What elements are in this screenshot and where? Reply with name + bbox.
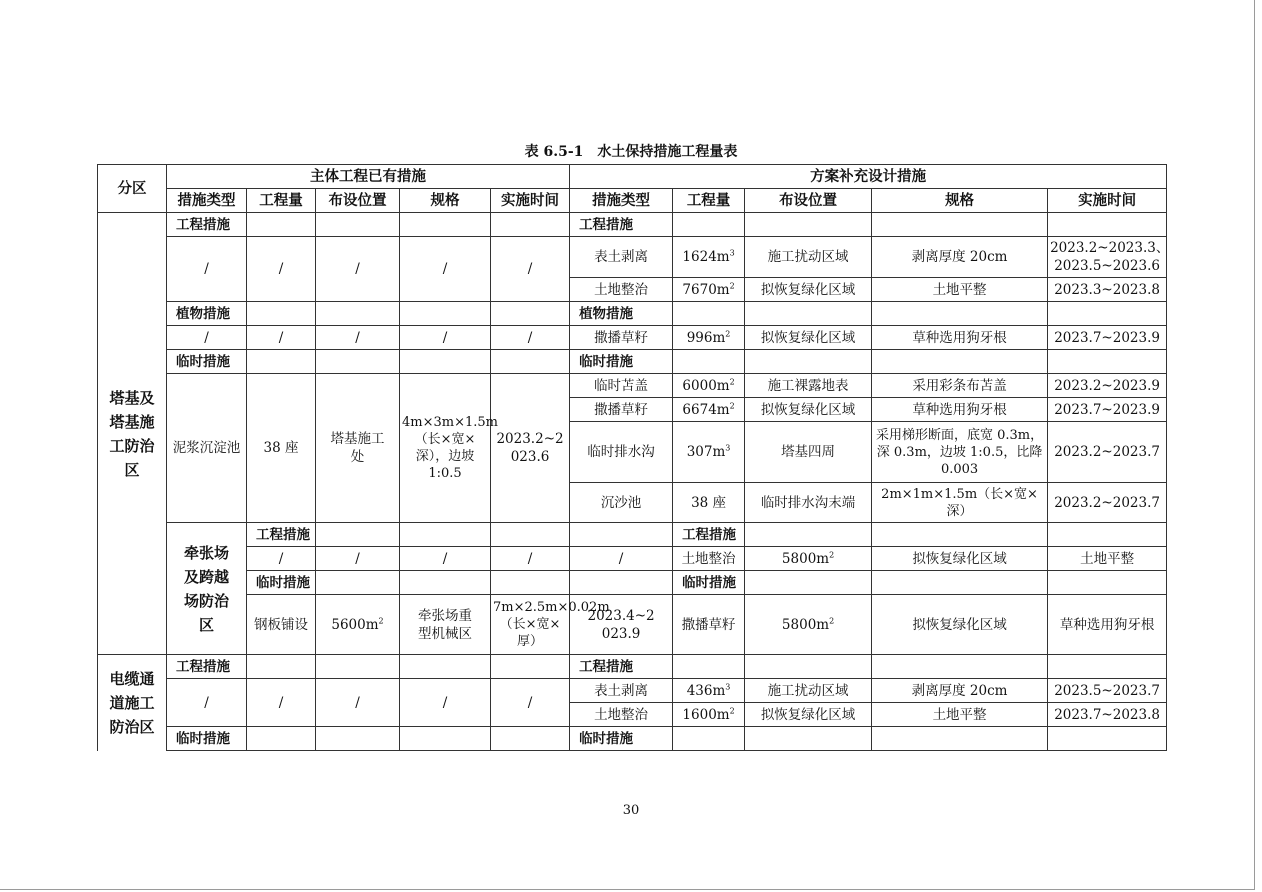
header-row-1: [98, 165, 1167, 189]
measure-time: 2023.3~2023.8: [1048, 278, 1167, 302]
col-header-location: 布设位置: [745, 189, 872, 213]
section-label: 临时措施: [167, 350, 247, 374]
measure-quantity: $1624m^3$: [673, 237, 745, 278]
measure-spec: 草种选用狗牙根: [872, 326, 1048, 350]
cell-slash: /: [491, 237, 570, 302]
measure-time: 2023.7~2023.8: [1048, 703, 1167, 727]
table-title: 水土保持措施工程量表: [597, 144, 738, 160]
measure-type: 土地整治: [570, 703, 673, 727]
measure-spec: 剥离厚度 20cm: [872, 237, 1048, 278]
measure-type: 沉沙池: [570, 483, 673, 523]
col-header-type: 措施类型: [167, 189, 247, 213]
measure-type: 临时排水沟: [570, 422, 673, 483]
measure-type: 钢板铺设: [247, 595, 316, 655]
col-header-spec: 规格: [400, 189, 491, 213]
section-label: 植物措施: [570, 302, 673, 326]
measure-location: 施工裸露地表: [745, 374, 872, 398]
table-row: [98, 571, 1167, 595]
measure-type: 临时苫盖: [570, 374, 673, 398]
cell-slash: /: [400, 679, 491, 727]
measure-type: 撒播草籽: [673, 595, 745, 655]
measure-time: 2023.4~2023.9: [570, 595, 673, 655]
measure-spec: 土地平整: [872, 278, 1048, 302]
measure-quantity: $6000m^2$: [673, 374, 745, 398]
measure-quantity: $7670m^2$: [673, 278, 745, 302]
section-label: 工程措施: [247, 523, 316, 547]
measure-spec: 草种选用狗牙根: [1048, 595, 1167, 655]
measure-time: 2023.2~2023.9: [1048, 374, 1167, 398]
measure-quantity: $5800m^2$: [745, 547, 872, 571]
cell-slash: /: [316, 547, 400, 571]
col-header-type: 措施类型: [570, 189, 673, 213]
measure-spec: 2m×1m×1.5m（长×宽×深）: [872, 483, 1048, 523]
cell-slash: /: [167, 326, 247, 350]
measure-time: 2023.5~2023.7: [1048, 679, 1167, 703]
measure-type: 泥浆沉淀池: [167, 374, 247, 523]
measure-location: 拟恢复绿化区域: [745, 278, 872, 302]
measure-location: 拟恢复绿化区域: [872, 595, 1048, 655]
table-row: [98, 374, 1167, 398]
measure-time: 2023.2~2023.3、2023.5~2023.6: [1048, 237, 1167, 278]
measure-spec: 采用梯形断面，底宽 0.3m，深 0.3m，边坡 1:0.5，比降 0.003: [872, 422, 1048, 483]
table-row: [98, 547, 1167, 571]
measure-location: 塔基四周: [745, 422, 872, 483]
cell-slash: /: [247, 679, 316, 727]
measure-quantity: $307m^3$: [673, 422, 745, 483]
section-label: 工程措施: [167, 213, 247, 237]
measure-time: 2023.2~2023.6: [491, 374, 570, 523]
page-number: 30: [622, 803, 640, 818]
measure-quantity: $5600m^2$: [316, 595, 400, 655]
col-header-time: 实施时间: [1048, 189, 1167, 213]
measure-quantity: $6674m^2$: [673, 398, 745, 422]
measure-location: 拟恢复绿化区域: [872, 547, 1048, 571]
col-header-quantity: 工程量: [673, 189, 745, 213]
measure-location: 塔基施工处: [316, 374, 400, 523]
cell-slash: /: [247, 237, 316, 302]
col-header-spec: 规格: [872, 189, 1048, 213]
section-label: 临时措施: [247, 571, 316, 595]
header-existing-group: 主体工程已有措施: [167, 165, 570, 189]
section-label: 临时措施: [570, 350, 673, 374]
cell-slash: /: [400, 547, 491, 571]
cell-slash: /: [491, 547, 570, 571]
measure-type: 表土剥离: [570, 679, 673, 703]
measure-location: 临时排水沟末端: [745, 483, 872, 523]
measure-spec: 草种选用狗牙根: [872, 398, 1048, 422]
cell-slash: /: [570, 547, 673, 571]
table-row: [98, 302, 1167, 326]
section-label: 临时措施: [167, 727, 247, 751]
cell-slash: /: [167, 237, 247, 302]
measure-spec: 土地平整: [1048, 547, 1167, 571]
measure-location: 牵张场重型机械区: [400, 595, 491, 655]
col-header-time: 实施时间: [491, 189, 570, 213]
table-row: [98, 350, 1167, 374]
header-supplement-group: 方案补充设计措施: [570, 165, 1167, 189]
zone-name-text: 电缆通道施工防治区: [109, 669, 155, 736]
cell-slash: /: [247, 326, 316, 350]
measure-time: 2023.7~2023.9: [1048, 398, 1167, 422]
cell-slash: /: [400, 326, 491, 350]
measure-quantity: $1600m^2$: [673, 703, 745, 727]
col-header-quantity: 工程量: [247, 189, 316, 213]
measure-location: 施工扰动区域: [745, 237, 872, 278]
measure-spec: 土地平整: [872, 703, 1048, 727]
table-row: [98, 595, 1167, 655]
zone-name: [98, 213, 167, 655]
soil-conservation-table: [97, 164, 1170, 751]
cell-slash: /: [167, 679, 247, 727]
table-row: [98, 679, 1167, 703]
cell-slash: /: [491, 679, 570, 727]
section-label: 临时措施: [570, 727, 673, 751]
table-row: [98, 523, 1167, 547]
measure-location: 拟恢复绿化区域: [745, 326, 872, 350]
cell-slash: /: [491, 326, 570, 350]
section-label: 临时措施: [673, 571, 745, 595]
cell-slash: /: [316, 326, 400, 350]
measure-spec: 4m×3m×1.5m（长×宽×深），边坡 1:0.5: [400, 374, 491, 523]
col-header-location: 布设位置: [316, 189, 400, 213]
zone-name-text: 牵张场及跨越场防治区: [183, 543, 229, 634]
cell-slash: /: [316, 237, 400, 302]
measure-quantity: $436m^3$: [673, 679, 745, 703]
measure-location: 拟恢复绿化区域: [745, 703, 872, 727]
zone-name: [98, 655, 167, 751]
table-caption: [0, 141, 1262, 161]
measure-quantity: 38 座: [247, 374, 316, 523]
zone-name-text: 塔基及塔基施工防治区: [109, 388, 155, 479]
zone-name: [167, 523, 247, 655]
table-row: [98, 213, 1167, 237]
table-row: [98, 237, 1167, 278]
measure-time: 2023.2~2023.7: [1048, 422, 1167, 483]
measure-quantity: $996m^2$: [673, 326, 745, 350]
cell-slash: /: [316, 679, 400, 727]
measure-quantity: $5800m^2$: [745, 595, 872, 655]
measure-time: 2023.2~2023.7: [1048, 483, 1167, 523]
section-label: 工程措施: [167, 655, 247, 679]
measure-type: 撒播草籽: [570, 326, 673, 350]
measure-type: 撒播草籽: [570, 398, 673, 422]
cell-slash: /: [400, 237, 491, 302]
section-label: 工程措施: [570, 213, 673, 237]
section-label: 植物措施: [167, 302, 247, 326]
table-row: [98, 727, 1167, 751]
measure-type: 土地整治: [570, 278, 673, 302]
measure-spec: 7m×2.5m×0.02m（长×宽×厚）: [491, 595, 570, 655]
measure-spec: 采用彩条布苫盖: [872, 374, 1048, 398]
measure-location: 拟恢复绿化区域: [745, 398, 872, 422]
measure-quantity: 38 座: [673, 483, 745, 523]
measure-time: 2023.7~2023.9: [1048, 326, 1167, 350]
measure-type: 土地整治: [673, 547, 745, 571]
table-number: 表 6.5-1: [524, 144, 584, 160]
table-row: [98, 326, 1167, 350]
section-label: 工程措施: [570, 655, 673, 679]
cell-slash: /: [247, 547, 316, 571]
table-row: [98, 655, 1167, 679]
section-label: 工程措施: [673, 523, 745, 547]
header-zone: 分区: [98, 165, 167, 213]
measure-type: 表土剥离: [570, 237, 673, 278]
measure-spec: 剥离厚度 20cm: [872, 679, 1048, 703]
header-row-2: [98, 189, 1167, 213]
measure-location: 施工扰动区域: [745, 679, 872, 703]
